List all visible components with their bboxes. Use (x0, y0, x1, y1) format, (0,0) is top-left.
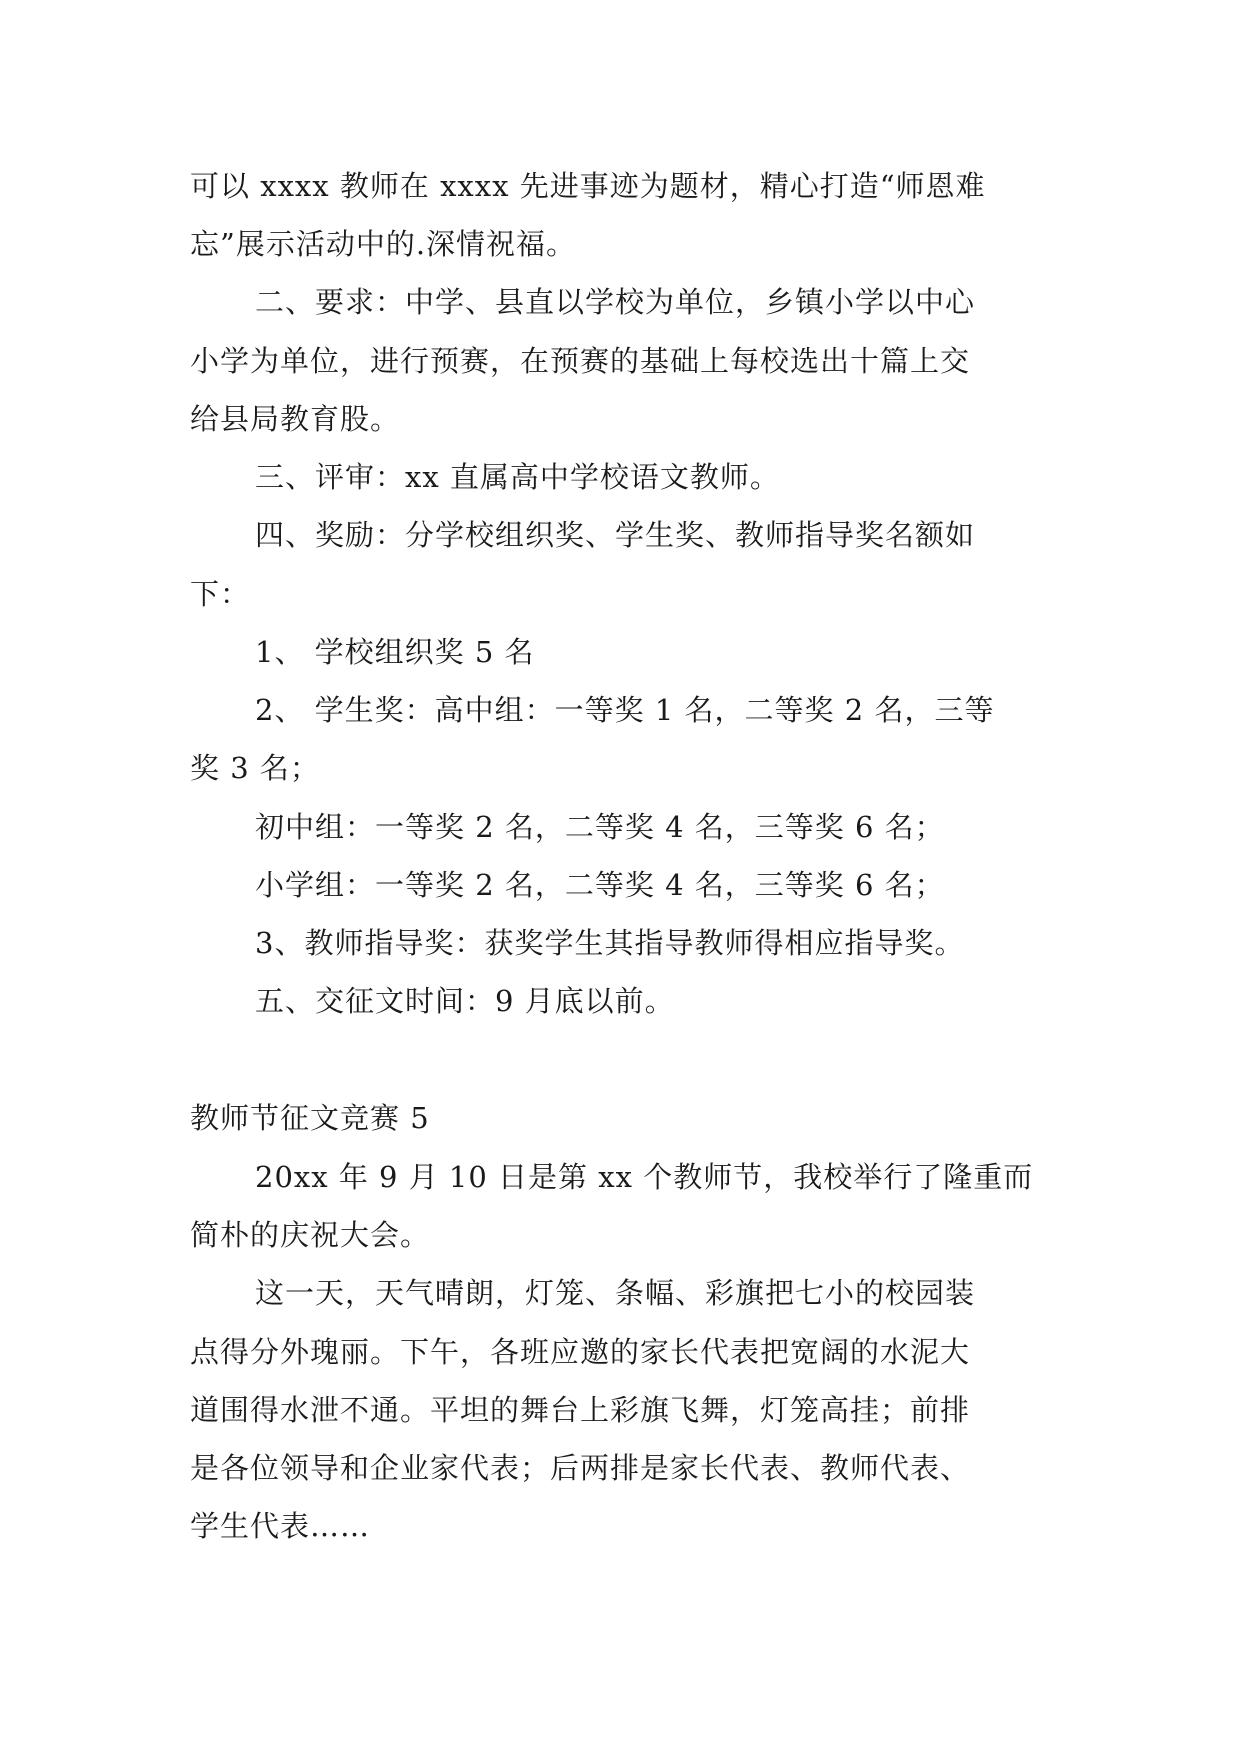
text-line: 奖 3 名； (190, 751, 320, 785)
text-line: 20xx 年 9 月 10 日是第 xx 个教师节，我校举行了隆重而 (255, 1160, 1034, 1194)
text-line: 道围得水泄不通。平坦的舞台上彩旗飞舞，灯笼高挂；前排 (190, 1393, 971, 1427)
text-line: 小学组：一等奖 2 名，二等奖 4 名，三等奖 6 名； (255, 868, 945, 902)
text-line: 可以 xxxx 教师在 xxxx 先进事迹为题材，精心打造“师恩难 (190, 169, 986, 203)
text-line: 四、奖励：分学校组织奖、学生奖、教师指导奖名额如 (255, 518, 976, 552)
text-line: 是各位领导和企业家代表；后两排是家长代表、教师代表、 (190, 1451, 971, 1485)
text-line: 小学为单位，进行预赛，在预赛的基础上每校选出十篇上交 (190, 344, 971, 378)
text-line: 初中组：一等奖 2 名，二等奖 4 名，三等奖 6 名； (255, 810, 945, 844)
text-line: 点得分外瑰丽。下午，各班应邀的家长代表把宽阔的水泥大 (190, 1335, 971, 1369)
text-line: 3、教师指导奖：获奖学生其指导教师得相应指导奖。 (255, 926, 965, 960)
text-line: 三、评审：xx 直属高中学校语文教师。 (255, 460, 780, 494)
section-heading: 教师节征文竞赛 5 (190, 1101, 430, 1135)
text-line: 忘”展示活动中的.深情祝福。 (190, 227, 577, 261)
text-line: 五、交征文时间：9 月底以前。 (255, 984, 675, 1018)
text-line: 下： (190, 577, 251, 611)
text-line: 学生代表…… (190, 1509, 371, 1543)
text-line: 简朴的庆祝大会。 (190, 1218, 431, 1252)
text-line: 给县局教育股。 (190, 402, 401, 436)
text-line: 二、要求：中学、县直以学校为单位，乡镇小学以中心 (255, 285, 976, 319)
text-line: 1、 学校组织奖 5 名 (255, 635, 535, 669)
text-line: 这一天，天气晴朗，灯笼、条幅、彩旗把七小的校园装 (255, 1276, 976, 1310)
text-line: 2、 学生奖：高中组：一等奖 1 名，二等奖 2 名，三等 (255, 693, 995, 727)
